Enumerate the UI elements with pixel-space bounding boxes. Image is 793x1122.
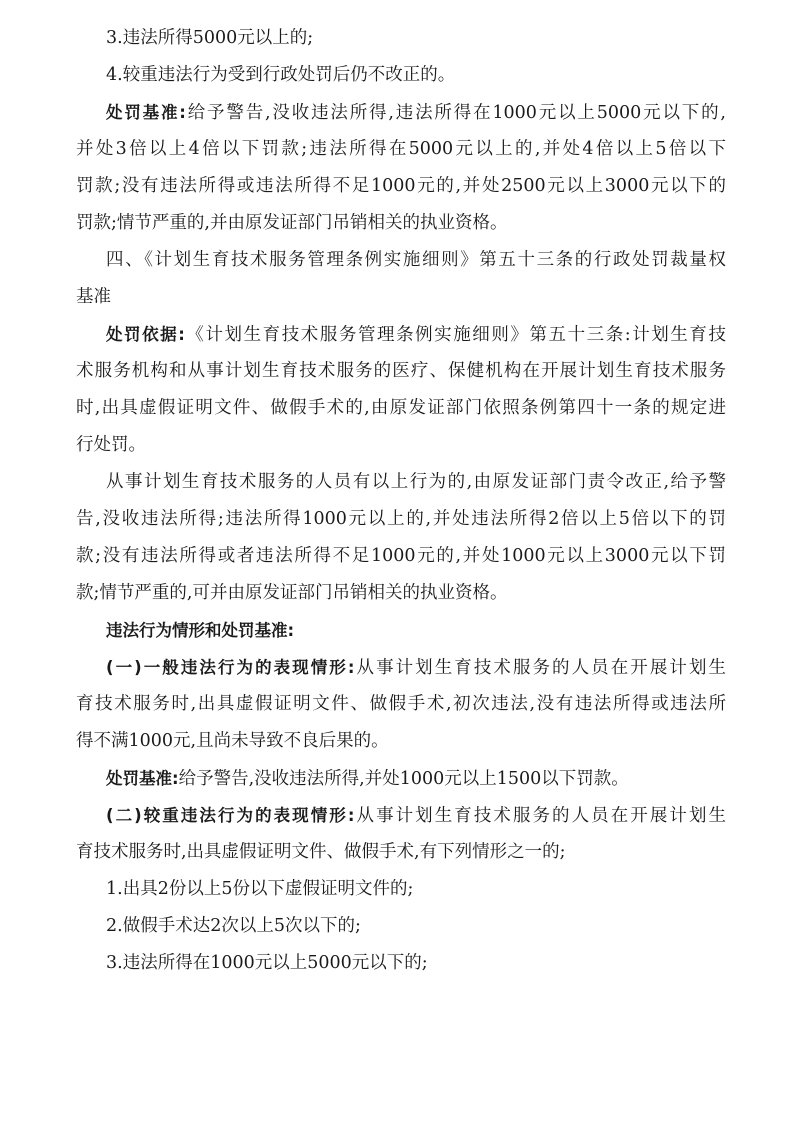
text-line-3: 处罚基准:给予警告,没收违法所得,违法所得在1000元以上5000元以下的, [106, 103, 726, 123]
section-heading-cont: 基准 [76, 287, 111, 307]
bold-label: 违法行为情形和处罚基准: [106, 621, 295, 640]
bold-label: (二)较重违法行为的表现情形: [106, 806, 355, 825]
text-line-10: 术服务机构和从事计划生育技术服务的医疗、保健机构在开展计划生育技术服务 [76, 361, 726, 381]
text-line-11: 时,出具虚假证明文件、做假手术的,由原发证部门依照条例第四十一条的规定进 [76, 398, 726, 418]
text-line-23: 育技术服务时,出具虚假证明文件、做假手术,有下列情形之一的; [76, 842, 566, 862]
text-line-12: 行处罚。 [76, 435, 146, 455]
section-heading: 四、《计划生育技术服务管理条例实施细则》第五十三条的行政处罚裁量权 [106, 250, 726, 270]
text-line-26: 3.违法所得在1000元以上5000元以下的; [106, 953, 428, 973]
text-line-18: (一)一般违法行为的表现情形:从事计划生育技术服务的人员在开展计划生 [106, 658, 726, 678]
text-line-13: 从事计划生育技术服务的人员有以上行为的,由原发证部门责令改正,给予警 [106, 472, 726, 492]
text-line-1: 3.违法所得5000元以上的; [106, 28, 314, 48]
text-line-16: 款;情节严重的,可并由原发证部门吊销相关的执业资格。 [76, 583, 508, 603]
text-line-2: 4.较重违法行为受到行政处罚后仍不改正的。 [106, 65, 456, 85]
bold-label: 处罚基准: [106, 103, 186, 122]
document-page [76, 20, 726, 982]
text-line-21: 处罚基准:给予警告,没收违法所得,并处1000元以上1500以下罚款。 [106, 769, 629, 789]
text-line-14: 告,没收违法所得;违法所得1000元以上的,并处违法所得2倍以上5倍以下的罚 [76, 509, 726, 529]
text-line-9: 处罚依据:《计划生育技术服务管理条例实施细则》第五十三条:计划生育技 [106, 325, 726, 345]
bold-label: 处罚依据: [106, 325, 185, 344]
subheading [76, 612, 726, 649]
text-line-4: 并处3倍以上4倍以下罚款;违法所得在5000元以上的,并处4倍以上5倍以下 [76, 139, 726, 159]
text-line-19: 育技术服务时,出具虚假证明文件、做假手术,初次违法,没有违法所得或违法所 [76, 694, 726, 714]
text-line-25: 2.做假手术达2次以上5次以下的; [106, 916, 361, 936]
bold-label: 处罚基准: [106, 769, 179, 788]
text-line-15: 款;没有违法所得或者违法所得不足1000元的,并处1000元以上3000元以下罚 [76, 546, 726, 566]
text-line-6: 罚款;情节严重的,并由原发证部门吊销相关的执业资格。 [76, 213, 508, 233]
text-line-20: 得不满1000元,且尚未导致不良后果的。 [76, 731, 389, 751]
text-line-24: 1.出具2份以上5份以下虚假证明文件的; [106, 879, 414, 899]
text-line-22: (二)较重违法行为的表现情形:从事计划生育技术服务的人员在开展计划生 [106, 806, 726, 826]
text-line-5: 罚款;没有违法所得或违法所得不足1000元的,并处2500元以上3000元以下的 [76, 176, 726, 196]
bold-label: (一)一般违法行为的表现情形: [106, 658, 355, 677]
